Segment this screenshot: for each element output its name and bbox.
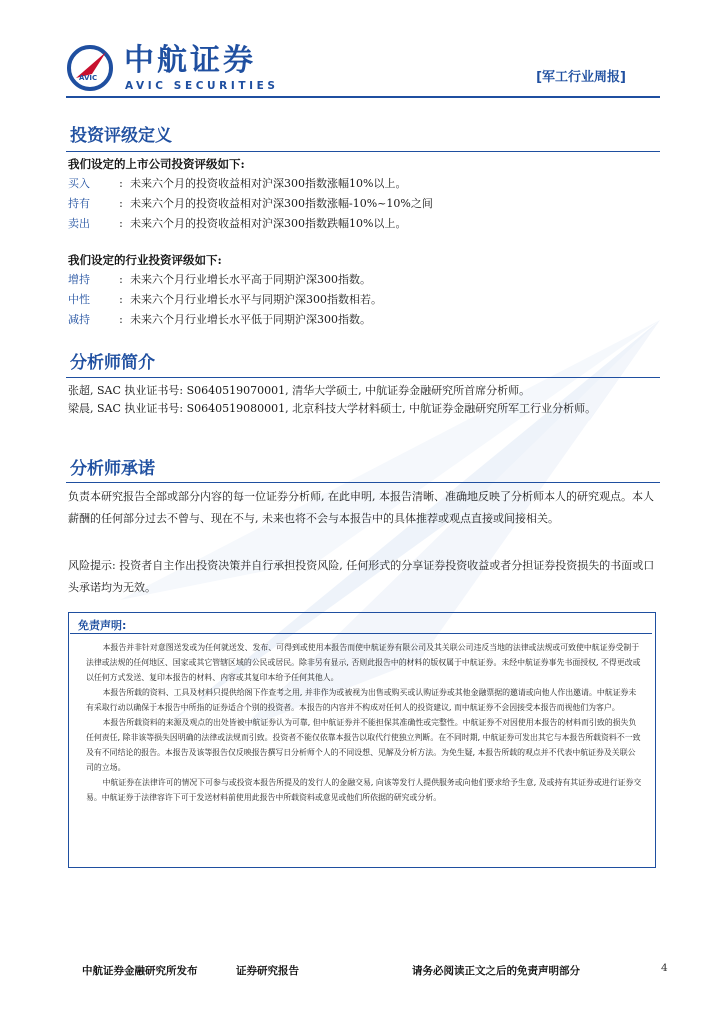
rating-section-title: 投资评级定义 xyxy=(70,126,172,146)
footer-disclaimer-note: 请务必阅读正文之后的免责声明部分 xyxy=(412,965,580,977)
commitment-paragraph: 负责本研究报告全部或部分内容的每一位证券分析师, 在此申明, 本报告清晰、准确地反映了分析师本人的研究观点。本人薪酬的任何部分过去不曾与、现在不与, 未来也将不会与本报告中的具体推荐或观点直接或间接相关。 xyxy=(68,490,654,525)
disclaimer-paragraph: 本报告所载资料的来源及观点的出处皆被中航证券认为可靠, 但中航证券并不能担保其准确性或完整性。中航证券不对因使用本报告的材料而引致的损失负任何责任, 除非该等损失因明确的法律或法规而引致。投资者不能仅依靠本报告以取代行使独立判断。在不同时期, 中航证券可发出其它与本报告所载资料不一致及有不同结论的报告。本报告及该等报告仅反映报告撰写日分析师个人的不同设想、见解及分析方法。为免生疑, 本报告所载的观点并不代表中航证券及关联公司的立场。 xyxy=(86,718,641,772)
industry-rating-row: 减持 : 未来六个月行业增长水平低于同期沪深300指数。 xyxy=(68,313,371,326)
rating-label: 减持 xyxy=(68,313,90,326)
page-number: 4 xyxy=(661,962,668,974)
analyst-line: 张超, SAC 执业证书号: S0640519070001, 清华大学硕士, 中航证券金融研究所首席分析师。 xyxy=(68,384,531,397)
disclaimer-body xyxy=(86,640,642,805)
industry-rating-row: 中性 : 未来六个月行业增长水平与同期沪深300指数相若。 xyxy=(68,293,382,306)
disclaimer-paragraph: 本报告并非针对意图送发或为任何就送发、发布、可得到或使用本报告而使中航证券有限公司及其关联公司违反当地的法律或法规或可致使中航证券受制于法律或法规的任何地区、国家或其它管辖区域的公民或居民。除非另有显示, 否则此报告中的材料的版权属于中航证券。未经中航证券事先书面授权, 不得更改或以任何方式发送、复印本报告的材料、内容或其复印本给予任何其他人。 xyxy=(86,643,641,682)
rating-text: 未来六个月行业增长水平高于同期沪深300指数。 xyxy=(130,273,371,286)
analyst-section-title: 分析师简介 xyxy=(70,353,155,373)
rating-label: 增持 xyxy=(68,273,90,286)
footer-publisher: 中航证券金融研究所发布 xyxy=(82,965,198,977)
rating-label: 持有 xyxy=(68,197,90,210)
company-rating-row: 买入 : 未来六个月的投资收益相对沪深300指数涨幅10%以上。 xyxy=(68,177,407,190)
report-type-tag: [军工行业周报] xyxy=(536,70,626,85)
rating-text: 未来六个月的投资收益相对沪深300指数涨幅10%以上。 xyxy=(130,177,407,190)
risk-warning-paragraph: 风险提示: 投资者自主作出投资决策并自行承担投资风险, 任何形式的分享证券投资收益或者分担证券投资损失的书面或口头承诺均为无效。 xyxy=(68,559,655,594)
industry-rating-row: 增持 : 未来六个月行业增长水平高于同期沪深300指数。 xyxy=(68,273,371,286)
rating-text: 未来六个月行业增长水平与同期沪深300指数相若。 xyxy=(130,293,382,306)
footer-report-type: 证券研究报告 xyxy=(236,965,299,977)
analyst-section-rule xyxy=(66,377,660,378)
rating-text: 未来六个月的投资收益相对沪深300指数跌幅10%以上。 xyxy=(130,217,407,230)
logo-english-name: AVIC SECURITIES xyxy=(125,80,279,92)
logo-chinese-name: 中航证券 xyxy=(124,43,256,78)
disclaimer-title-rule xyxy=(70,633,652,634)
commitment-section-title: 分析师承诺 xyxy=(70,459,155,479)
disclaimer-paragraph: 中航证券在法律许可的情况下可参与或投资本报告所提及的发行人的金融交易, 向该等发行人提供服务或向他们要求给予生意, 及或持有其证券或进行证券交易。中航证券于法律容许下可于发送材料前使用此报告中所载资料或意见或他们所依据的研究或分析。 xyxy=(86,778,642,802)
industry-rating-heading: 我们设定的行业投资评级如下: xyxy=(68,253,222,267)
rating-label: 卖出 xyxy=(68,217,90,230)
company-rating-row: 卖出 : 未来六个月的投资收益相对沪深300指数跌幅10%以上。 xyxy=(68,217,407,230)
commitment-section-rule xyxy=(66,482,660,483)
company-rating-heading: 我们设定的上市公司投资评级如下: xyxy=(68,157,245,171)
rating-section-rule xyxy=(66,151,660,152)
avic-logo-icon xyxy=(66,44,114,92)
rating-label: 中性 xyxy=(68,293,90,306)
rating-text: 未来六个月行业增长水平低于同期沪深300指数。 xyxy=(130,313,371,326)
disclaimer-title: 免责声明: xyxy=(78,619,127,632)
company-rating-row: 持有 : 未来六个月的投资收益相对沪深300指数涨幅-10%~10%之间 xyxy=(68,197,433,210)
header-divider xyxy=(66,96,660,98)
disclaimer-paragraph: 本报告所载的资料、工具及材料只提供给阁下作查考之用, 并非作为或被视为出售或购买或认购证券或其他金融票据的邀请或向他人作出邀请。中航证券未有采取行动以确保于本报告中所指的证券适合个别的投资者。本报告的内容并不构成对任何人的投资建议, 而中航证券不会因接受本报告而视他们为客户。 xyxy=(86,688,637,712)
analyst-line: 梁晨, SAC 执业证书号: S0640519080001, 北京科技大学材料硕士, 中航证券金融研究所军工行业分析师。 xyxy=(68,402,597,415)
logo-badge-text: AVIC xyxy=(79,74,98,82)
rating-label: 买入 xyxy=(68,177,90,190)
rating-text: 未来六个月的投资收益相对沪深300指数涨幅-10%~10%之间 xyxy=(130,197,433,210)
